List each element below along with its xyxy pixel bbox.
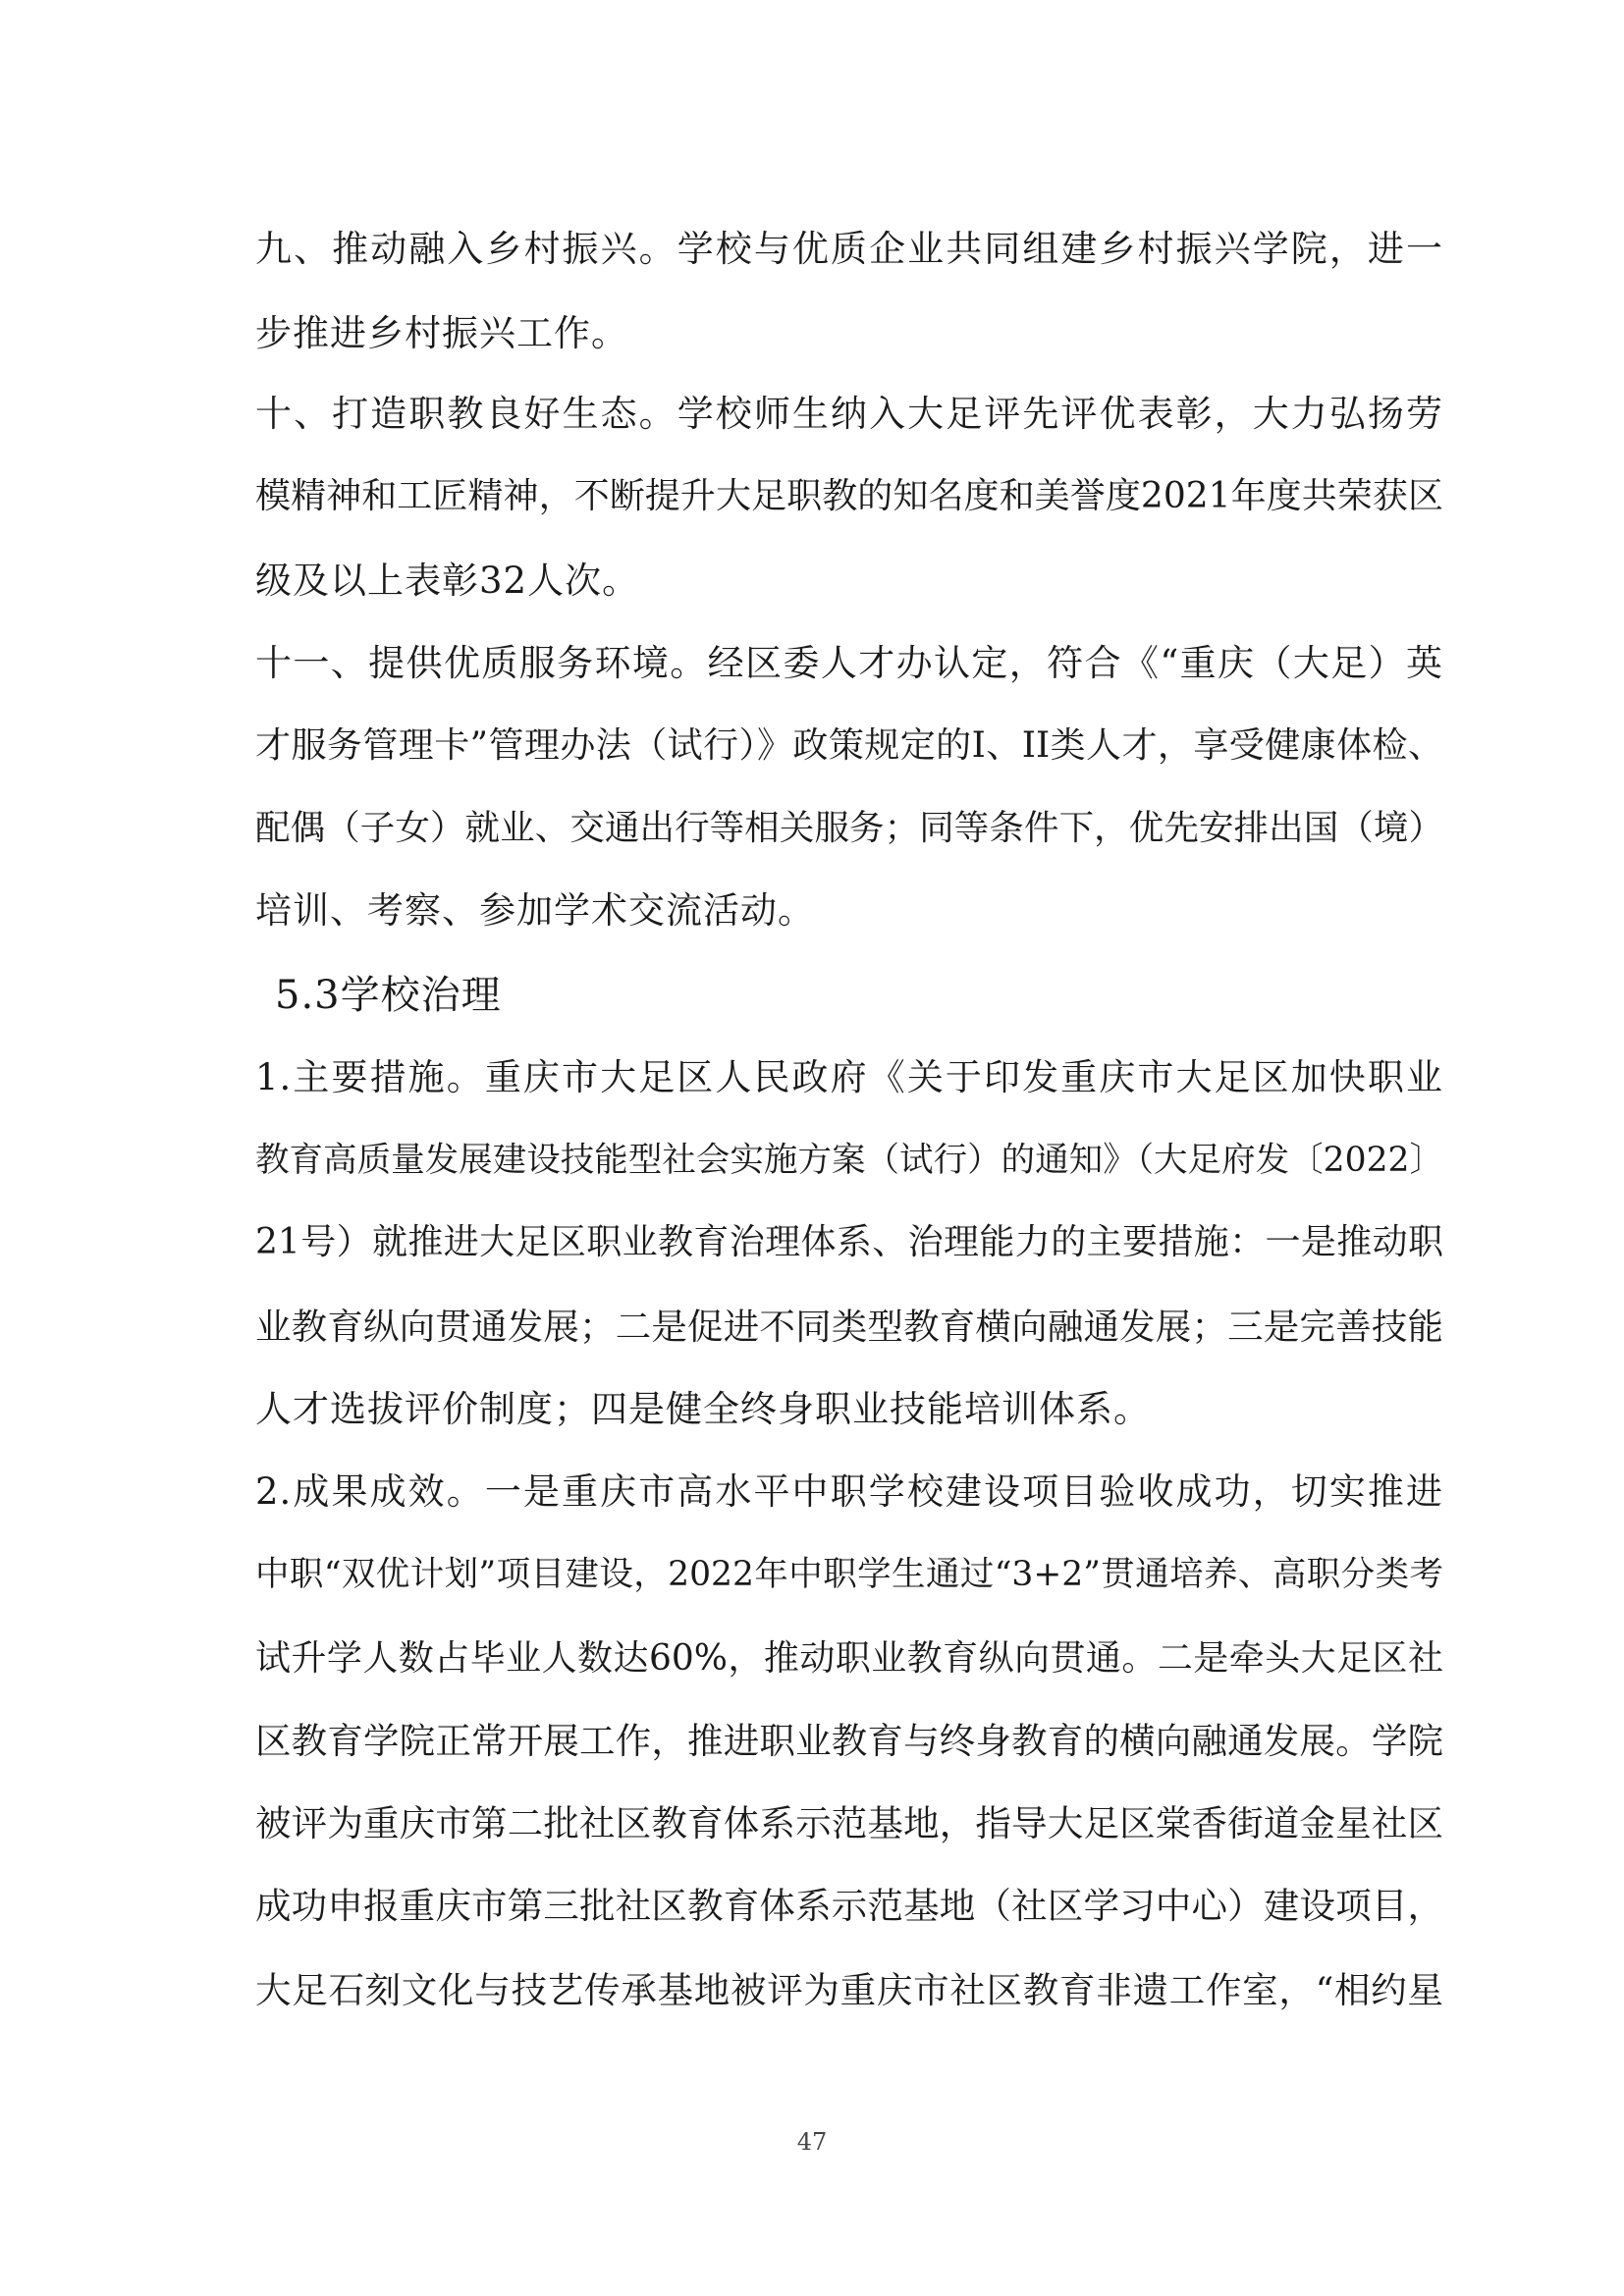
paragraph-line: 被评为重庆市第二批社区教育体系示范基地，指导大足区棠香街道金星社区	[255, 1802, 1443, 1844]
paragraph-line: 大足石刻文化与技艺传承基地被评为重庆市社区教育非遗工作室，“相约星	[255, 1969, 1443, 2011]
paragraph-line: 中职“双优计划”项目建设，2022年中职学生通过“3+2”贯通培养、高职分类考	[255, 1555, 1443, 1594]
paragraph-line: 培训、考察、参加学术交流活动。	[255, 889, 815, 932]
paragraph-line: 21号）就推进大足区职业教育治理体系、治理能力的主要措施：一是推动职	[255, 1222, 1443, 1262]
paragraph-line: 配偶（子女）就业、交通出行等相关服务；同等条件下，优先安排出国（境）	[255, 808, 1443, 848]
paragraph-line: 步推进乡村振兴工作。	[255, 312, 628, 354]
paragraph-line: 成功申报重庆市第三批社区教育体系示范基地（社区学习中心）建设项目，	[255, 1885, 1443, 1927]
paragraph-line: 1.主要措施。重庆市大足区人民政府《关于印发重庆市大足区加快职业	[255, 1056, 1443, 1098]
paragraph-line: 业教育纵向贯通发展；二是促进不同类型教育横向融通发展；三是完善技能	[255, 1306, 1443, 1348]
paragraph-line: 十、打造职教良好生态。学校师生纳入大足评先评优表彰，大力弘扬劳	[255, 393, 1443, 435]
paragraph-line: 区教育学院正常开展工作，推进职业教育与终身教育的横向融通发展。学院	[255, 1720, 1443, 1762]
paragraph-line: 级及以上表彰32人次。	[255, 560, 640, 602]
paragraph-line: 九、推动融入乡村振兴。学校与优质企业共同组建乡村振兴学院，进一	[255, 228, 1443, 270]
paragraph-line: 十一、提供优质服务环境。经区委人才办认定，符合《“重庆（大足）英	[255, 642, 1443, 684]
paragraph-line: 试升学人数占毕业人数达60%，推动职业教育纵向贯通。二是牵头大足区社	[255, 1638, 1443, 1679]
paragraph-line: 2.成果成效。一是重庆市高水平中职学校建设项目验收成功，切实推进	[255, 1470, 1443, 1513]
paragraph-line: 人才选拔评价制度；四是健全终身职业技能培训体系。	[255, 1388, 1151, 1430]
page-number: 47	[796, 2128, 828, 2156]
paragraph-line: 才服务管理卡”管理办法（试行）》政策规定的I、II类人才，享受健康体检、	[255, 725, 1443, 766]
section-heading: 5.3学校治理	[275, 973, 502, 1018]
paragraph-line: 模精神和工匠精神，不断提升大足职教的知名度和美誉度2021年度共荣获区	[255, 476, 1443, 516]
paragraph-line: 教育高质量发展建设技能型社会实施方案（试行）的通知》（大足府发〔2022〕	[255, 1141, 1443, 1180]
